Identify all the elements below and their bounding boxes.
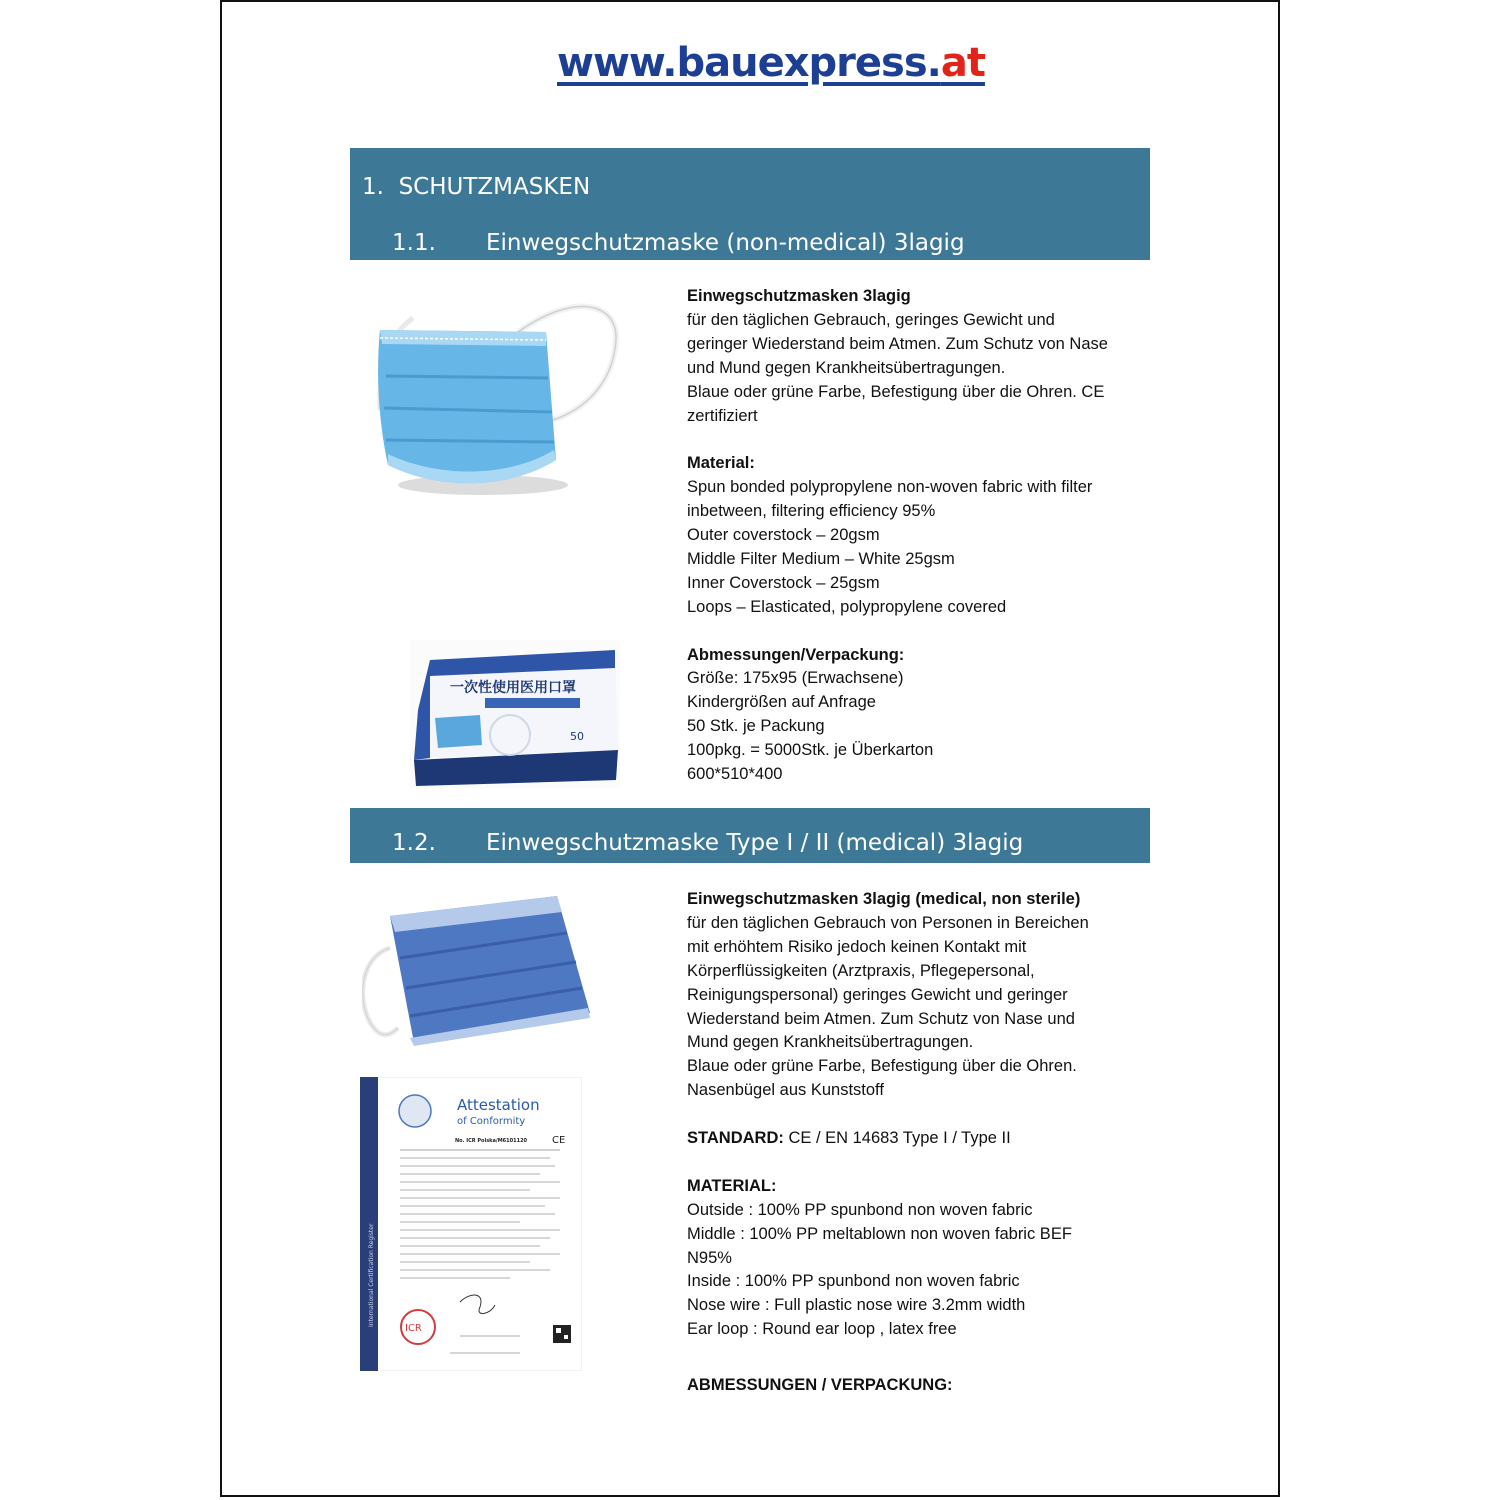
- mask-box-image: [410, 640, 620, 788]
- blue-mask-image: [368, 290, 624, 500]
- standard-value: CE / EN 14683 Type I / Type II: [783, 1129, 1011, 1148]
- subsection-header-band: 1.2. Einwegschutzmaske Type I / II (medical) 3lagig: [350, 808, 1150, 863]
- site-logo[interactable]: [557, 40, 985, 100]
- material-label: Material:: [687, 454, 755, 473]
- certificate-subtitle: of Conformity: [457, 1116, 526, 1127]
- certificate-title: Attestation: [457, 1096, 540, 1114]
- certificate-side-text: International Certification Register: [368, 1223, 375, 1327]
- product-2-description: Einwegschutzmasken 3lagig (medical, non sterile) für den täglichen Gebrauch von Personen in Bereichen mit erhöhtem Risiko jedoch keinen Kontakt mit Körperflüssigkeiten (Arztpraxis, Pflegepersonal, Reinigungspersonal) geringes Gewicht und geringer Wiederstand beim Atmen. Zum Schutz von Nase und Mund gegen Krankheitsübertragungen. Blaue oder grüne Farbe, Befestigung über die Ohren. Nasenbügel aus Kunststoff STANDARD: CE / EN 14683 Type I / Type II MATERIAL: Outside : 100% PP spunbond non woven fabric Middle : 100% PP meltablown non woven fabric BEF N95% Inside : 100% PP spunbond non woven fabric Nose wire : Full plastic nose wire 3.2mm width Ear loop : Round ear loop , latex free ABMESSUNGEN / VERPACKUNG:: [687, 890, 1089, 1395]
- certificate-ce-mark: CE: [552, 1135, 566, 1146]
- section-header-band: 1. SCHUTZMASKEN 1.1. Einwegschutzmaske (non-medical) 3lagig: [350, 148, 1150, 260]
- product-2-heading: Einwegschutzmasken 3lagig (medical, non sterile): [687, 890, 1081, 908]
- packaging-2-label: ABMESSUNGEN / VERPACKUNG:: [687, 1376, 953, 1395]
- attestation-certificate-image: [360, 1077, 582, 1371]
- certificate-number: No. ICR Polska/M6101120: [455, 1138, 528, 1144]
- standard-label: STANDARD:: [687, 1129, 784, 1148]
- logo-text: www.bauexpress.at: [557, 40, 985, 86]
- packaging-label: Abmessungen/Verpackung:: [687, 645, 905, 664]
- material-2-label: MATERIAL:: [687, 1176, 777, 1195]
- box-count: 50: [570, 730, 584, 743]
- product-1-heading: Einwegschutzmasken 3lagig: [687, 287, 911, 305]
- box-label-cn: 一次性使用医用口罩: [450, 680, 576, 696]
- section-title: 1. SCHUTZMASKEN: [362, 174, 591, 200]
- certificate-seal-text: ICR: [405, 1323, 422, 1334]
- medical-mask-image: [362, 888, 594, 1048]
- product-1-description: Einwegschutzmasken 3lagig für den täglichen Gebrauch, geringes Gewicht und geringer Wiederstand beim Atmen. Zum Schutz von Nase und Mund gegen Krankheitsübertragungen. Blaue oder grüne Farbe, Befestigung über die Ohren. CE zertifiziert Material: Spun bonded polypropylene non-woven fabric with filter inbetween, filtering efficiency 95% Outer coverstock – 20gsm Middle Filter Medium – White 25gsm Inner Coverstock – 25gsm Loops – Elasticated, polypropylene covered Abmessungen/Verpackung: Größe: 175x95 (Erwachsene) Kindergrößen auf Anfrage 50 Stk. je Packung 100pkg. = 5000Stk. je Überkarton 600*510*400: [687, 287, 1108, 784]
